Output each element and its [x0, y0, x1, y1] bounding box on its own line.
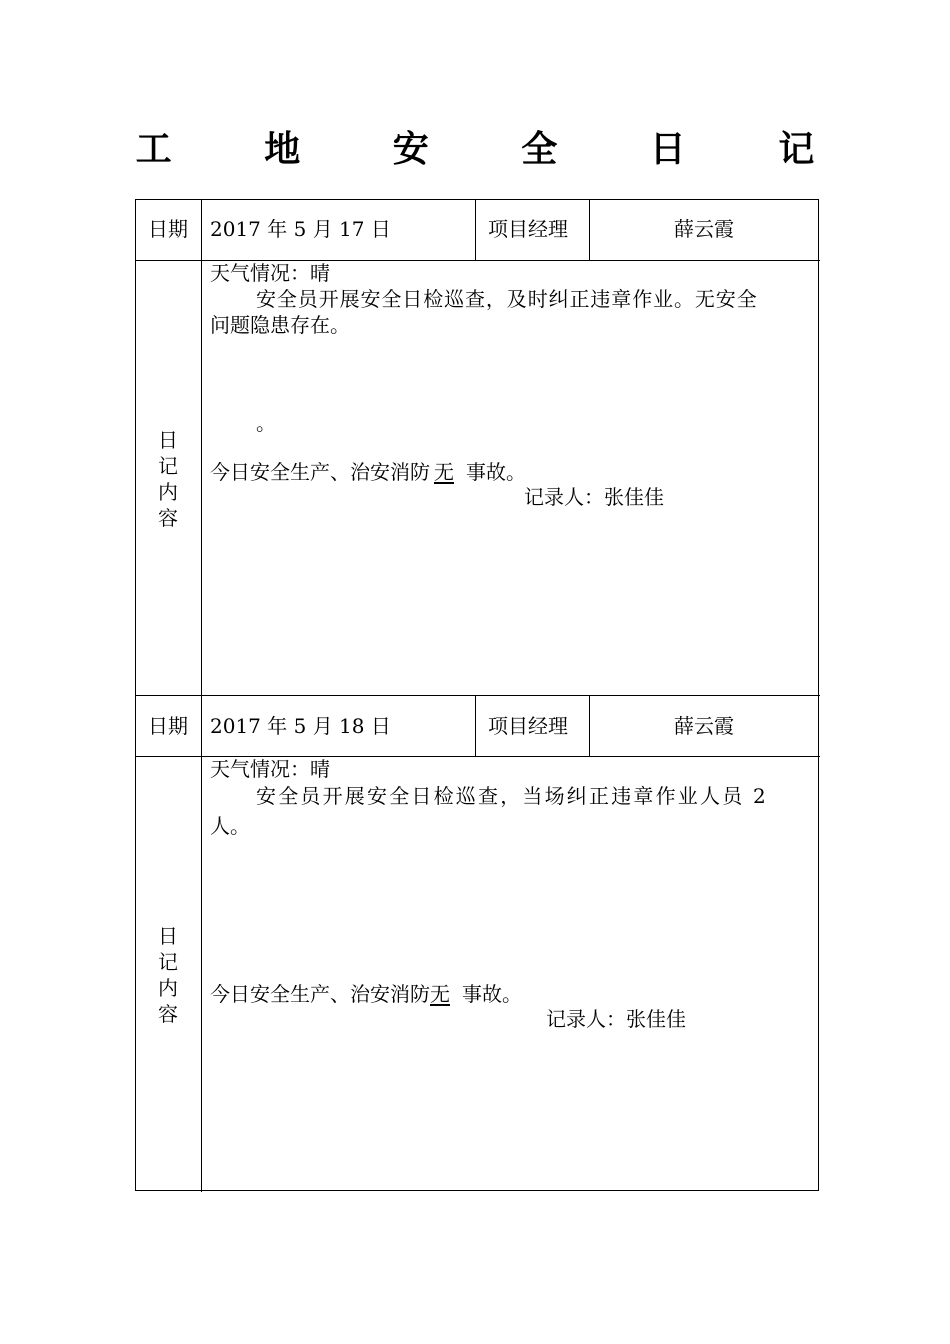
column-divider: [201, 200, 202, 1192]
content-label-char: 内: [158, 480, 178, 504]
date-label: 日期: [148, 217, 188, 241]
diary-table: [135, 199, 819, 1191]
content-label-char: 记: [158, 950, 178, 974]
accident-suffix: 事故。: [462, 982, 522, 1006]
date-value: 2017 年 5 月 18 日: [210, 714, 391, 738]
manager-label: 项目经理: [488, 714, 568, 738]
accident-value: 无: [430, 982, 450, 1006]
content-label-char: 记: [158, 454, 178, 478]
page-title: 工 地 安 全 日 记: [135, 129, 855, 170]
date-label: 日期: [148, 714, 188, 738]
content-label-char: 日: [158, 924, 178, 948]
accident-suffix: 事故。: [466, 460, 526, 484]
weather-text: 天气情况：晴: [210, 757, 330, 781]
manager-value: 薛云霞: [674, 714, 734, 738]
recorder-text: 记录人：张佳佳: [546, 1007, 686, 1031]
stray-period: 。: [256, 411, 276, 435]
body-text-line: 安全员开展安全日检巡查，当场纠正违章作业人员 2: [256, 784, 768, 808]
content-label-char: 容: [158, 1002, 178, 1026]
body-text-line: 安全员开展安全日检巡查，及时纠正违章作业。无安全: [256, 287, 758, 311]
body-text-line: 人。: [210, 814, 250, 838]
row-divider: [136, 695, 820, 696]
accident-prefix: 今日安全生产、治安消防: [210, 460, 430, 484]
accident-prefix: 今日安全生产、治安消防: [210, 982, 430, 1006]
content-label: [135, 923, 201, 1027]
accident-value: 无: [434, 460, 454, 484]
manager-label: 项目经理: [488, 217, 568, 241]
content-label-char: 内: [158, 976, 178, 1000]
content-label: [135, 427, 201, 531]
weather-text: 天气情况：晴: [210, 261, 330, 285]
column-divider: [475, 200, 476, 260]
manager-value: 薛云霞: [674, 217, 734, 241]
body-text-line: 问题隐患存在。: [210, 313, 350, 337]
content-label-char: 日: [158, 428, 178, 452]
date-value: 2017 年 5 月 17 日: [210, 217, 391, 241]
accident-statement: [210, 981, 522, 1007]
content-label-char: 容: [158, 506, 178, 530]
recorder-text: 记录人：张佳佳: [524, 485, 664, 509]
accident-statement: [210, 459, 526, 485]
column-divider: [475, 695, 476, 756]
